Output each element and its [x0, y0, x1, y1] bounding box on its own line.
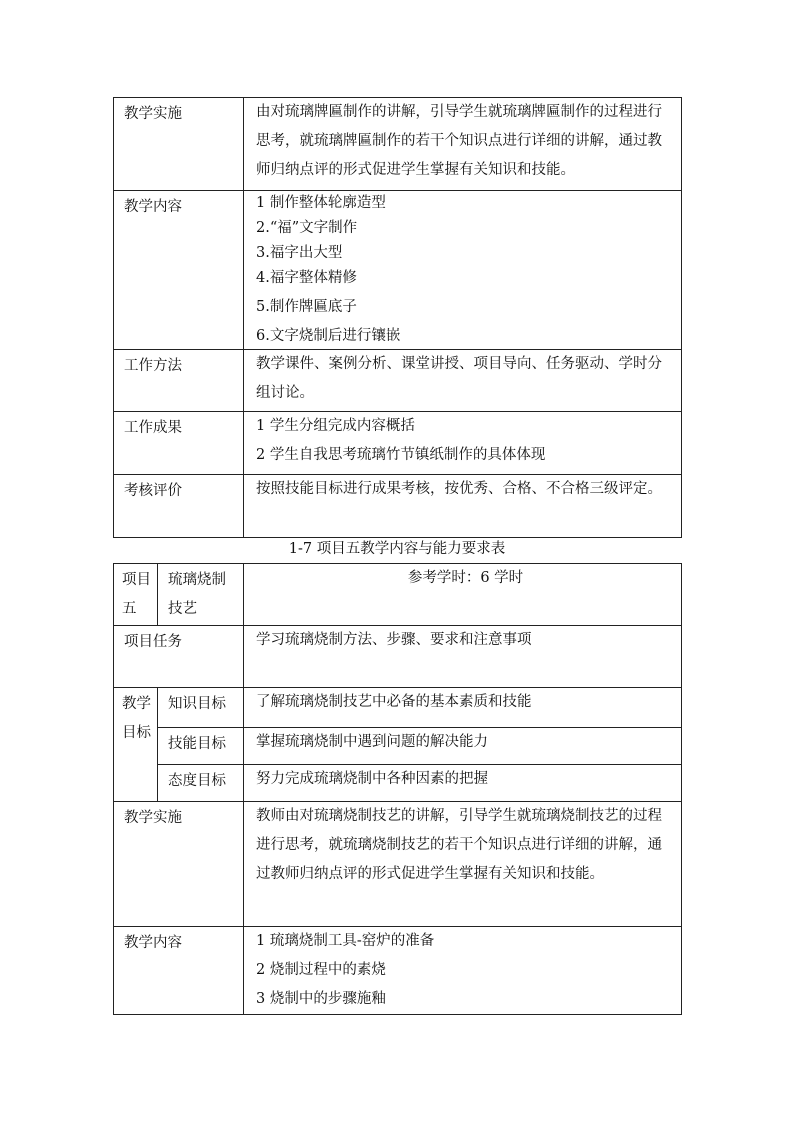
row-label: 项目任务: [114, 626, 244, 688]
table-row: [114, 765, 682, 802]
table-row: [114, 564, 682, 626]
row-content-list: [244, 412, 682, 475]
row-content: 学习琉璃烧制方法、步骤、要求和注意事项: [244, 626, 682, 688]
table-row: [114, 191, 682, 350]
goal-type: 知识目标: [158, 688, 244, 728]
row-label: 教学内容: [114, 927, 244, 1015]
list-item: 1 琉璃烧制工具-窑炉的准备: [256, 933, 435, 949]
row-label: 工作成果: [114, 412, 244, 475]
project-name: 琉璃烧制技艺: [158, 564, 244, 626]
lesson-table-part2: [113, 563, 682, 1015]
list-item: 1 学生分组完成内容概括: [256, 418, 415, 434]
list-item: 6.文字烧制后进行镶嵌: [256, 328, 401, 344]
table-row: [114, 688, 682, 728]
goal-type: 技能目标: [158, 728, 244, 765]
table-row: [114, 927, 682, 1015]
row-label: 教学内容: [114, 191, 244, 350]
table-row: [114, 475, 682, 538]
list-item: 3.福字出大型: [256, 245, 343, 261]
list-item: 2 学生自我思考琉璃竹节镇纸制作的具体体现: [256, 447, 546, 463]
list-item: 3 烧制中的步骤施釉: [256, 991, 386, 1007]
row-label: 工作方法: [114, 350, 244, 412]
table-row: [114, 802, 682, 927]
row-content: 按照技能目标进行成果考核，按优秀、合格、不合格三级评定。: [244, 475, 682, 538]
goal-text: 掌握琉璃烧制中遇到问题的解决能力: [244, 728, 682, 765]
list-item: 2 烧制过程中的素烧: [256, 962, 386, 978]
row-label: 教学实施: [114, 98, 244, 191]
row-content-list: [244, 927, 682, 1015]
table-row: [114, 98, 682, 191]
row-label: 教学实施: [114, 802, 244, 927]
row-content: 教师由对琉璃烧制技艺的讲解，引导学生就琉璃烧制技艺的过程进行思考，就琉璃烧制技艺的若干个知识点进行详细的讲解，通过教师归纳点评的形式促进学生掌握有关知识和技能。: [244, 802, 682, 927]
row-content: 教学课件、案例分析、课堂讲授、项目导向、任务驱动、学时分组讨论。: [244, 350, 682, 412]
goal-text: 努力完成琉璃烧制中各种因素的把握: [244, 765, 682, 802]
table-row: [114, 728, 682, 765]
table-row: [114, 412, 682, 475]
goal-type: 态度目标: [158, 765, 244, 802]
table-row: [114, 350, 682, 412]
lesson-table-part1: [113, 97, 682, 538]
list-item: 5.制作牌匾底子: [256, 299, 357, 315]
table-caption: 1-7 项目五教学内容与能力要求表: [288, 541, 506, 557]
goal-text: 了解琉璃烧制技艺中必备的基本素质和技能: [244, 688, 682, 728]
row-content-list: [244, 191, 682, 350]
row-content: 由对琉璃牌匾制作的讲解，引导学生就琉璃牌匾制作的过程进行思考，就琉璃牌匾制作的若干个知识点进行详细的讲解，通过教师归纳点评的形式促进学生掌握有关知识和技能。: [244, 98, 682, 191]
project-number: 项目五: [114, 564, 158, 626]
teaching-goals-label: 教学目标: [114, 688, 158, 802]
list-item: 1 制作整体轮廓造型: [256, 195, 386, 211]
row-label: 考核评价: [114, 475, 244, 538]
list-item: 4.福字整体精修: [256, 270, 357, 286]
table-row: [114, 626, 682, 688]
reference-hours: 参考学时：6 学时: [244, 564, 682, 626]
list-item: 2.“福”文字制作: [256, 220, 358, 236]
